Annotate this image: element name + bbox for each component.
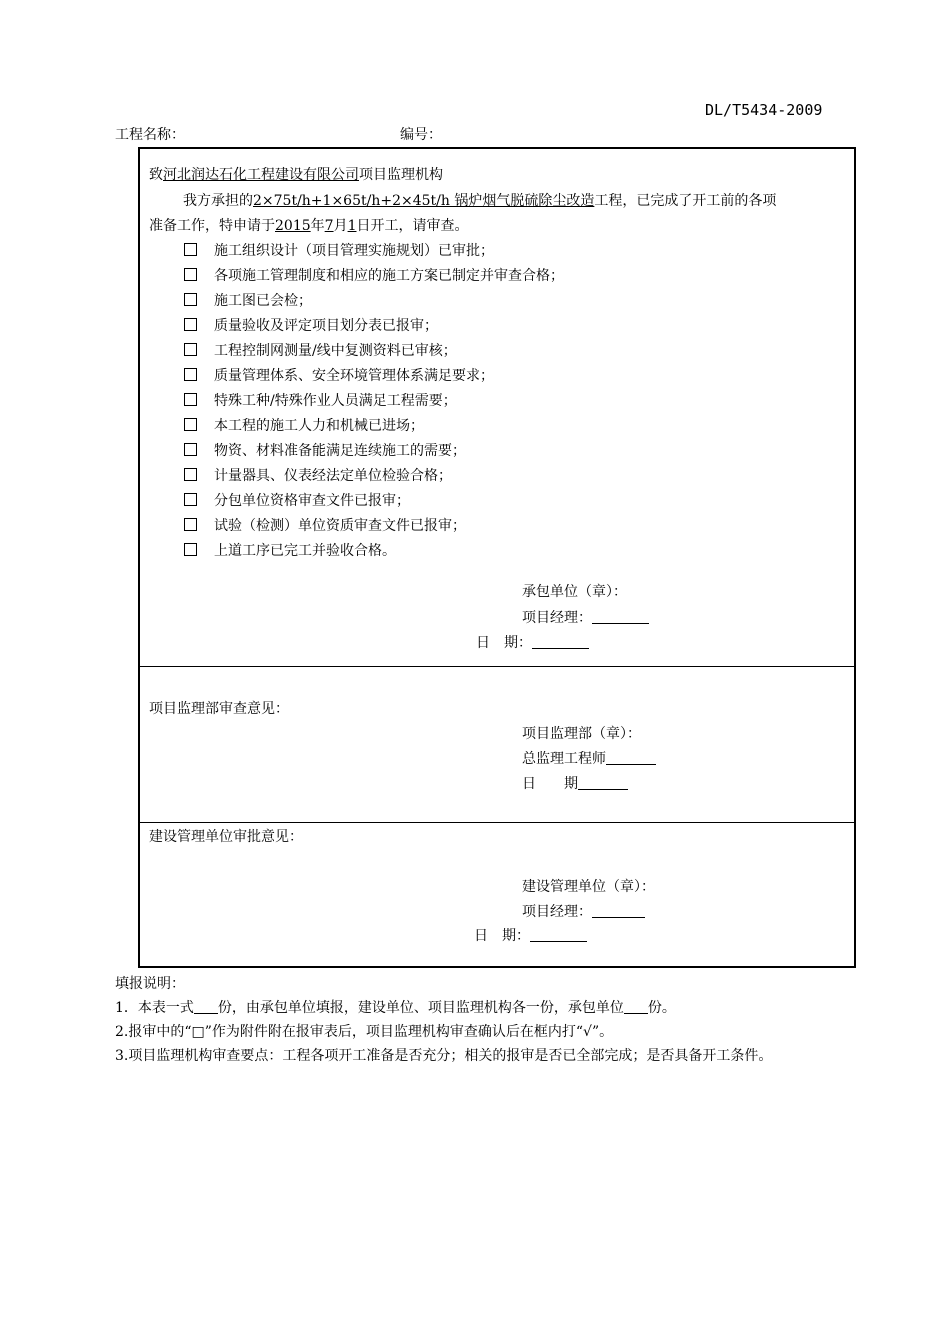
- addressee-line: 致河北润达石化工程建设有限公司项目监理机构: [149, 167, 443, 183]
- supervision-opinion-label: 项目监理部审查意见：: [149, 701, 289, 717]
- owner-date-line: 日 期：: [474, 927, 587, 945]
- checkbox[interactable]: [184, 468, 197, 481]
- checkbox[interactable]: [184, 443, 197, 456]
- notes-line-3: 3.项目监理机构审查要点：工程各项开工准备是否充分；相关的报审是否已全部完成；是否具备开工条件。: [115, 1048, 773, 1064]
- checkbox[interactable]: [184, 543, 197, 556]
- supervision-date-line: 日 期: [522, 775, 628, 793]
- row-divider: [140, 822, 854, 823]
- start-month: 7: [324, 218, 334, 234]
- form-table: [138, 147, 856, 968]
- supervisor-company: 河北润达石化工程建设有限公司: [163, 167, 359, 183]
- owner-opinion-label: 建设管理单位审批意见：: [149, 829, 303, 845]
- owner-seal-label: 建设管理单位（章）：: [522, 879, 655, 895]
- checklist-item: 分包单位资格审查文件已报审；: [184, 492, 410, 510]
- start-day: 1: [347, 218, 357, 234]
- row-divider: [140, 666, 854, 667]
- start-year: 2015: [275, 218, 311, 234]
- checklist-item: 工程控制网测量/线中复测资料已审核；: [184, 342, 457, 360]
- signature-blank[interactable]: [592, 903, 645, 918]
- checklist-item: 各项施工管理制度和相应的施工方案已制定并审查合格；: [184, 267, 564, 285]
- notes-title: 填报说明：: [115, 976, 185, 992]
- contractor-seal-label: 承包单位（章）：: [522, 584, 627, 600]
- checkbox[interactable]: [184, 268, 197, 281]
- checkbox[interactable]: [184, 368, 197, 381]
- notes-line-2: 2.报审中的“□”作为附件附在报审表后，项目监理机构审查确认后在框内打“√”。: [115, 1024, 614, 1040]
- application-body-line2: 准备工作，特申请于2015年7月1日开工，请审查。: [149, 218, 469, 234]
- checklist-item: 质量验收及评定项目划分表已报审；: [184, 317, 438, 335]
- project-name-label: 工程名称：: [115, 127, 185, 143]
- checkbox[interactable]: [184, 318, 197, 331]
- checklist-item: 施工图已会检；: [184, 292, 312, 310]
- checklist-item: 物资、材料准备能满足连续施工的需要；: [184, 442, 466, 460]
- checkbox[interactable]: [184, 293, 197, 306]
- copies-blank[interactable]: [194, 999, 218, 1014]
- contractor-date-line: 日 期：: [476, 634, 589, 652]
- standard-code: DL/T5434-2009: [705, 101, 823, 119]
- date-blank[interactable]: [532, 634, 589, 649]
- signature-blank[interactable]: [592, 609, 649, 624]
- checklist-item: 特殊工种/特殊作业人员满足工程需要；: [184, 392, 457, 410]
- supervision-seal-label: 项目监理部（章）：: [522, 726, 641, 742]
- checkbox[interactable]: [184, 493, 197, 506]
- serial-number-label: 编号：: [400, 127, 442, 143]
- checklist-item: 计量器具、仪表经法定单位检验合格；: [184, 467, 452, 485]
- application-body-line1: 我方承担的2×75t/h+1×65t/h+2×45t/h 锅炉烟气脱硫除尘改造工程，已完成了开工前的各项: [183, 193, 777, 209]
- signature-blank[interactable]: [606, 750, 656, 765]
- date-blank[interactable]: [530, 927, 587, 942]
- checklist-item: 本工程的施工人力和机械已进场；: [184, 417, 424, 435]
- checklist-item: 上道工序已完工并验收合格。: [184, 542, 396, 560]
- contractor-manager-line: 项目经理：: [522, 609, 649, 627]
- checkbox[interactable]: [184, 343, 197, 356]
- checklist-item: 试验（检测）单位资质审查文件已报审；: [184, 517, 466, 535]
- checklist-item: 质量管理体系、安全环境管理体系满足要求；: [184, 367, 494, 385]
- date-blank[interactable]: [578, 775, 628, 790]
- checkbox[interactable]: [184, 518, 197, 531]
- project-title: 2×75t/h+1×65t/h+2×45t/h 锅炉烟气脱硫除尘改造: [253, 193, 595, 209]
- notes-line-1: 1．本表一式 份，由承包单位填报，建设单位、项目监理机构各一份，承包单位 份。: [115, 1000, 676, 1016]
- checklist-item: 施工组织设计（项目管理实施规划）已审批；: [184, 242, 494, 260]
- checkbox[interactable]: [184, 243, 197, 256]
- chief-engineer-line: 总监理工程师: [522, 750, 656, 768]
- checkbox[interactable]: [184, 418, 197, 431]
- owner-manager-line: 项目经理：: [522, 903, 645, 921]
- checkbox[interactable]: [184, 393, 197, 406]
- copies-blank[interactable]: [624, 999, 648, 1014]
